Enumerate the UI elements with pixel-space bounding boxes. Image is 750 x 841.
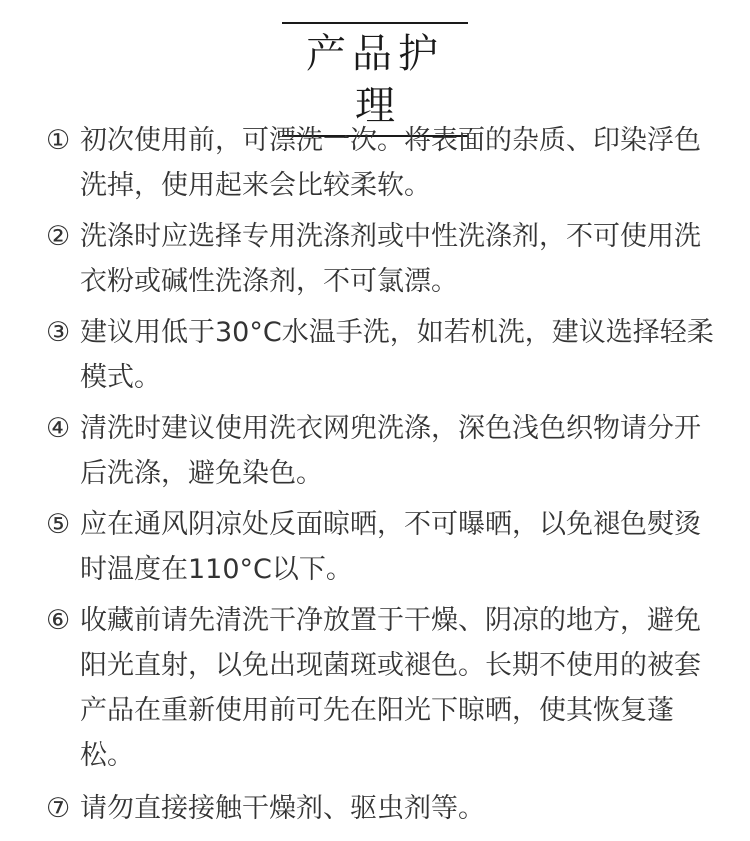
list-item (46, 786, 726, 831)
item-number: ② (46, 221, 71, 252)
item-number: ④ (46, 413, 71, 444)
item-number: ⑤ (46, 509, 71, 540)
item-number: ⑦ (46, 793, 71, 824)
list-item (46, 310, 726, 400)
care-instructions-list (46, 118, 726, 837)
item-text: 初次使用前，可漂洗一次。将表面的杂质、印染浮色洗掉，使用起来会比较柔软。 (80, 125, 701, 201)
item-number: ① (46, 125, 71, 156)
page-title: 产品护理 (306, 31, 444, 129)
item-text: 收藏前请先清洗干净放置于干燥、阴凉的地方，避免阳光直射，以免出现菌斑或褪色。长期不使用的被套产品在重新使用前可先在阳光下晾晒，使其恢复蓬松。 (80, 605, 701, 771)
item-number: ⑥ (46, 605, 71, 636)
item-text: 清洗时建议使用洗衣网兜洗涤，深色浅色织物请分开后洗涤，避免染色。 (80, 413, 701, 489)
item-number: ③ (46, 317, 71, 348)
list-item (46, 214, 726, 304)
item-text: 应在通风阴凉处反面晾晒，不可曝晒，以免褪色熨烫时温度在110°C以下。 (80, 509, 701, 585)
item-text: 洗涤时应选择专用洗涤剂或中性洗涤剂，不可使用洗衣粉或碱性洗涤剂，不可氯漂。 (80, 221, 701, 297)
list-item (46, 406, 726, 496)
item-text: 请勿直接接触干燥剂、驱虫剂等。 (80, 793, 485, 824)
list-item (46, 502, 726, 592)
list-item (46, 598, 726, 778)
list-item (46, 118, 726, 208)
item-text: 建议用低于30°C水温手洗，如若机洗，建议选择轻柔模式。 (80, 317, 714, 393)
